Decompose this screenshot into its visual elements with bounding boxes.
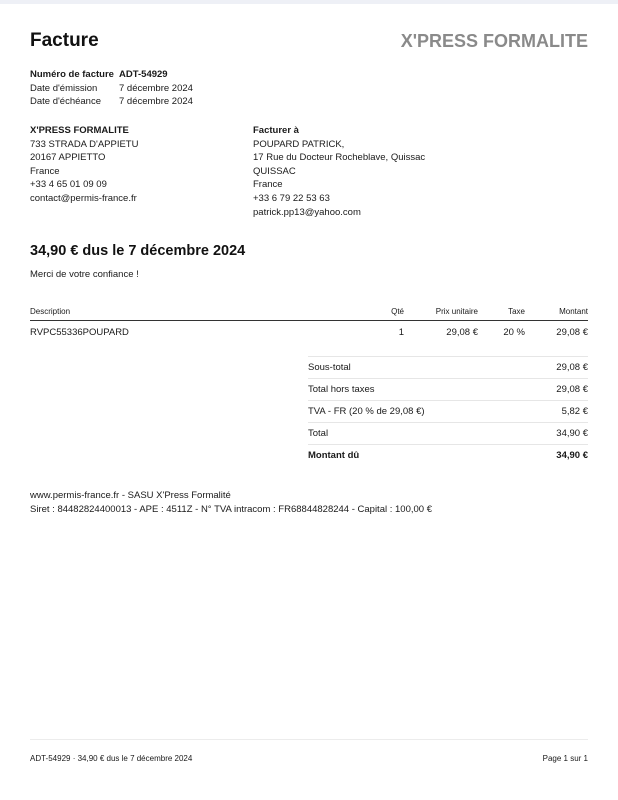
item-tax: 20 % (503, 326, 525, 338)
item-amount: 29,08 € (556, 326, 588, 338)
meta-value: 7 décembre 2024 (119, 96, 193, 108)
brand-name: X'PRESS FORMALITE (400, 31, 588, 51)
totals-value: 5,82 € (561, 406, 588, 417)
header-qty: Qté (391, 306, 404, 316)
top-bar (0, 0, 618, 4)
address-line: France (30, 165, 60, 177)
page-footer-summary: ADT-54929 · 34,90 € dus le 7 décembre 2024 (30, 754, 193, 763)
address-line: POUPARD PATRICK, (253, 138, 345, 150)
totals-label: Sous-total (308, 362, 351, 373)
header-amount: Montant (559, 306, 588, 316)
header-tax: Taxe (508, 306, 525, 316)
meta-label: Date d'émission (30, 82, 98, 94)
meta-value: ADT-54929 (119, 69, 168, 80)
address-line: 20167 APPIETTO (30, 152, 106, 164)
items-header (30, 302, 588, 321)
billto-heading: Facturer à (253, 125, 299, 136)
totals-row-vat (308, 400, 588, 422)
totals-row-net (308, 378, 588, 400)
thanks-note: Merci de votre confiance ! (30, 269, 139, 280)
seller-name: X'PRESS FORMALITE (30, 125, 129, 136)
table-row (30, 321, 588, 343)
page-number: Page 1 sur 1 (542, 754, 588, 763)
billto-address (253, 124, 425, 219)
totals-table (308, 356, 588, 466)
totals-label: Total hors taxes (308, 384, 375, 395)
email: patrick.pp13@yahoo.com (253, 206, 361, 218)
totals-value: 29,08 € (556, 384, 588, 395)
meta-row-number (30, 68, 193, 82)
items-table (30, 302, 588, 343)
header-unit-price: Prix unitaire (435, 306, 478, 316)
meta-value: 7 décembre 2024 (119, 82, 193, 94)
company-footer-line: www.permis-france.fr - SASU X'Press Formalité (30, 490, 231, 501)
totals-row-subtotal (308, 356, 588, 378)
seller-address (30, 124, 138, 206)
totals-row-amount-due (308, 444, 588, 466)
totals-row-total (308, 422, 588, 444)
item-unit-price: 29,08 € (446, 326, 478, 338)
item-description: RVPC55336POUPARD (30, 326, 129, 338)
meta-label: Date d'échéance (30, 96, 102, 108)
totals-value: 34,90 € (556, 428, 588, 439)
meta-row-issue-date (30, 82, 193, 96)
address-line: 17 Rue du Docteur Rocheblave, Quissac (253, 152, 426, 164)
meta-label: Numéro de facture (30, 69, 114, 80)
phone: +33 4 65 01 09 09 (30, 179, 107, 191)
invoice-meta (30, 68, 193, 109)
address-line: France (253, 179, 283, 191)
address-line: 733 STRADA D'APPIETU (30, 138, 139, 150)
meta-row-due-date (30, 95, 193, 109)
item-qty: 1 (398, 326, 404, 338)
phone: +33 6 79 22 53 63 (253, 192, 330, 204)
totals-value: 29,08 € (556, 362, 588, 373)
footer-divider (30, 739, 588, 740)
company-footer (30, 489, 432, 517)
header-description: Description (30, 306, 71, 316)
email: contact@permis-france.fr (30, 192, 137, 204)
totals-label: Total (308, 428, 329, 439)
totals-label: Montant dû (308, 450, 360, 461)
totals-value: 34,90 € (556, 450, 588, 461)
amount-due-heading: 34,90 € dus le 7 décembre 2024 (30, 243, 246, 259)
totals-label: TVA - FR (20 % de 29,08 €) (308, 406, 425, 417)
company-footer-line: Siret : 84482824400013 - APE : 4511Z - N° TVA intracom : FR68844828244 - Capital : 100,00 € (30, 504, 432, 515)
address-line: QUISSAC (253, 165, 296, 177)
document-title: Facture (30, 30, 99, 51)
